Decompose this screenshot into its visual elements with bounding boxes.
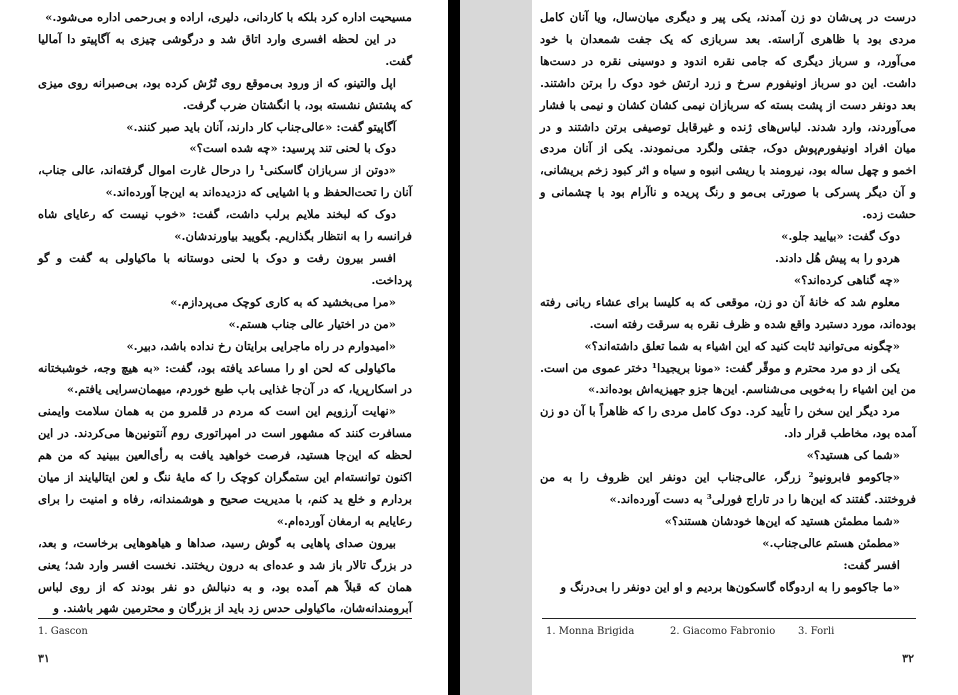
right-paragraph: «جاکومو فابرونیو² زرگر، عالی‌جناب این دونفر این ظروف را به من فروختند. گفتند که این‌ها را در تاراج فورلی³ به دست آورده‌اند.» [540, 470, 916, 506]
right-paragraph: افسر گفت: [843, 557, 900, 572]
left-paragraph: دوک با لحنی تند پرسید: «چه شده است؟» [189, 141, 396, 156]
right-paragraph: یکی از دو مرد محترم و موقّر گفت: «مونا بریجیدا¹ دختر عموی من است. من این اشیاء را به‌خوبی می‌شناسم. این‌ها جزو جهیزیه‌اش بوده‌اند.» [540, 360, 916, 397]
right-paragraph: «شما کی هستید؟» [806, 448, 900, 463]
book-gutter [448, 0, 460, 695]
left-paragraph: در این لحظه افسری وارد اتاق شد و درگوشی چیزی به آگاپیتو دا آمالیا گفت. [38, 31, 412, 68]
right-paragraph: معلوم شد که خانهٔ آن دو زن، موقعی که به کلیسا برای عشاء ربانی رفته بوده‌اند، مورد دستبرد واقع شده و ظرف نقره به سرقت رفته است. [540, 294, 916, 331]
right-paragraph: «مطمئن هستم عالی‌جناب.» [762, 535, 900, 550]
right-paragraph: مرد دیگر این سخن را تأیید کرد. دوک کامل مردی را که ظاهراً با آن دو زن آمده بود، مخاطب قرار داد. [540, 404, 916, 441]
left-page-number: ۳۱ [38, 652, 50, 665]
right-paragraph: «چه گناهی کرده‌اند؟» [793, 272, 900, 287]
right-paragraph: دوک گفت: «بیایید جلو.» [781, 229, 900, 244]
left-paragraph: بیرون صدای پاهایی به گوش رسید، صداها و هیاهوهایی برخاست، و بعد، در بزرگ تالار باز شد و عده‌ای به درون ریختند. نخست افسر وارد شد؛ یعنی همان که قبلاً هم آمده بود، و به دنبالش دو نفر بودند که از روی لباس آبرومندانه‌شان، ماکیاولی حدس زد باید از بزرگان و محترمین شهر باشند. و [38, 535, 412, 616]
right-paragraph: هردو را به پیش هُل دادند. [774, 250, 900, 265]
right-page-number: ۳۲ [902, 652, 914, 665]
book-gutter-shade [460, 0, 532, 695]
right-paragraph: «چگونه می‌توانید ثابت کنید که این اشیاء به شما تعلق داشته‌اند؟» [584, 338, 900, 353]
left-page [30, 0, 420, 695]
right-paragraph: «شما مطمئن هستید که این‌ها خودشان هستند؟» [664, 513, 900, 528]
left-paragraph: آگاپیتو گفت: «عالی‌جناب کار دارند، آنان باید صبر کنند.» [126, 119, 396, 134]
left-footnote-rule [38, 618, 412, 619]
left-paragraph: «دوتن از سربازان گاسکنی¹ را درحال غارت اموال گرفته‌اند، عالی جناب، آنان را تحت‌الحفظ و با اشیایی که دزدیده‌اند به این‌جا آورده‌اند.» [38, 163, 412, 200]
left-paragraph: «مرا می‌بخشید که به کاری کوچک می‌پردازم.» [170, 294, 396, 309]
right-page-body [532, 0, 924, 598]
left-paragraph: «نهایت آرزویم این است که مردم در قلمرو من به همان سلامت وایمنی مسافرت کنند که مشهور است در امپراتوری روم آنتونین‌ها می‌کردند. در این لحظه که این‌جا هستید، فرصت خواهید یافت به رأی‌العین ببینید که من هم اکنون توانسته‌ام این ستمگران کوچک را که مایهٔ ننگ و لعن ایتالیایند از میان بردارم و خلع ید کنم، با مدیریت صحیح و هوشمندانه، رفاه و امنیت را برای رعایایم به ارمغان آورده‌ام.» [38, 404, 412, 528]
left-page-body [30, 0, 420, 620]
left-paragraph: «من در اختیار عالی جناب هستم.» [228, 316, 396, 331]
right-footnote: 1. Monna Brigida [546, 626, 635, 637]
right-footnote: 2. Giacomo Fabronio [670, 626, 776, 637]
left-paragraph: اپل والتینو، که از ورود بی‌موقع روی تُرُش کرده بود، بی‌صبرانه روی میزی که پشتش نشسته بود، با انگشتان ضرب گرفت. [38, 75, 412, 112]
left-paragraph: دوک که لبخند ملایم برلب داشت، گفت: «خوب نیست که رعایای شاه فرانسه را به انتظار بگذاریم. بگویید بیاورندشان.» [38, 207, 412, 244]
right-footnote: 3. Forli [798, 626, 835, 637]
right-footnote-rule [542, 618, 916, 619]
left-paragraph: افسر بیرون رفت و دوک با لحنی دوستانه با ماکیاولی به گفت و گو پرداخت. [38, 250, 412, 287]
left-paragraph: ماکیاولی که لحن او را مساعد یافته بود، گفت: «به هیچ وجه، خوشبختانه در اسکارپریا، که در آن‌جا غذایی باب طبع خوردم، میهمان‌سرایی یافتم.» [38, 360, 412, 397]
left-paragraph: «امیدوارم در راه ماجرایی برایتان رخ نداده باشد، دبیر.» [126, 338, 396, 353]
right-paragraph: «ما جاکومو را به اردوگاه گاسکون‌ها بردیم و او این دونفر را بی‌درنگ و [560, 579, 900, 594]
right-paragraph: درست در پی‌شان دو زن آمدند، یکی پیر و دیگری میان‌سال، ویا آنان کامل مردی بود با ظاهری آراسته. بعد سربازی که یک جفت شمعدان با خود می‌آورد، و سرباز دیگری که جامی نقره اندود و دوسینی نقره در دست‌ها داشت. این دو سرباز اونیفورم سرخ و زرد ارتش خود دوک را برتن داشتند. بعد دونفر دست از پشت بسته که سربازان نیمی کشان کشان و نیمی با فشار می‌آوردند، وارد شدند. لباس‌های ژنده و غیرقابل توصیفی برتن داشتند و در میان افراد اونیفورم‌پوش دوک، جفتی ولگرد می‌نمودند. یکی از آنان مردی اخمو و چهل ساله بود، نیرومند با ریشی انبوه و سیاه و اثر کبود زخم بریشانی، و آن دیگر پسرکی با صورتی بی‌مو و رنگ پریده و ناآرام بود با چشمانی و حشت زده. [540, 10, 916, 222]
left-footnote: 1. Gascon [38, 626, 88, 637]
right-page [532, 0, 924, 695]
left-paragraph: مسیحیت اداره کرد بلکه با کاردانی، دلیری، اراده و بی‌رحمی اداره می‌شود.» [45, 10, 412, 24]
